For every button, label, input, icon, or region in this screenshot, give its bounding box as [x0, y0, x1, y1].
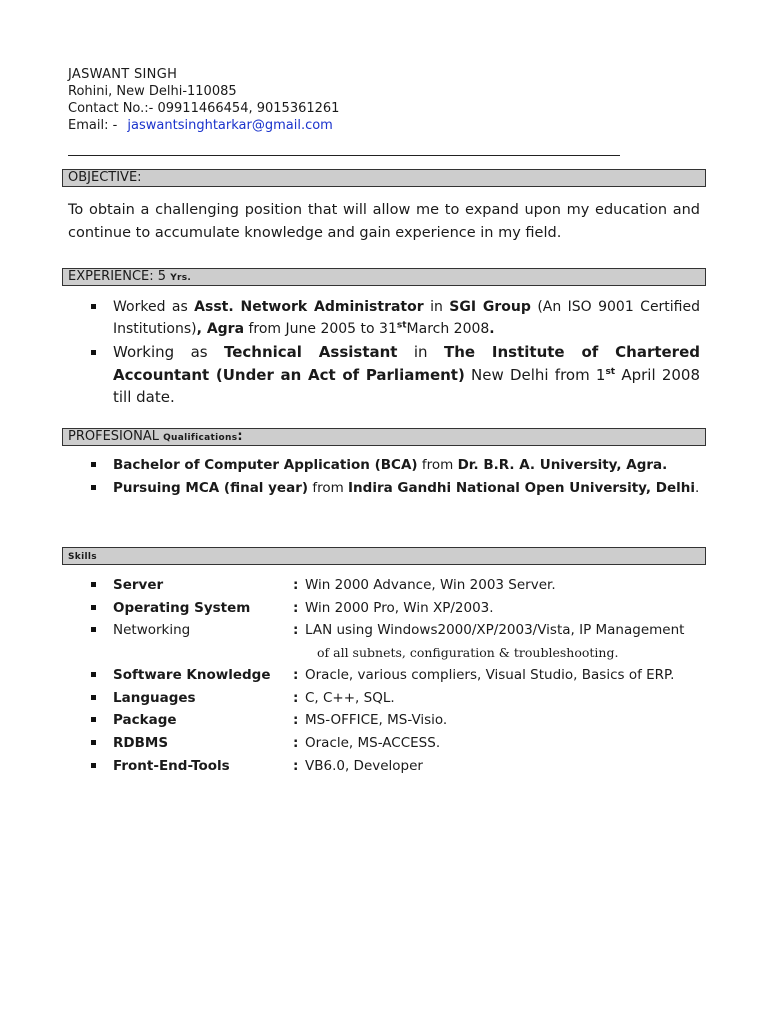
experience-dates: April 2008 till date. — [113, 365, 700, 406]
experience-text: in — [397, 343, 444, 361]
bullet-icon — [91, 605, 96, 610]
experience-text: Worked as — [113, 299, 195, 315]
contact-numbers: Contact No.:- 09911466454, 9015361261 — [68, 101, 340, 116]
skill-label: Networking — [113, 622, 191, 639]
skill-colon: : — [293, 577, 299, 593]
email-link[interactable]: jaswantsinghtarkar@gmail.com — [127, 118, 333, 133]
experience-title: EXPERIENCE: 5 — [68, 269, 167, 284]
email-label: Email: - — [68, 118, 118, 133]
skill-value-line: LAN using Windows2000/XP/2003/Vista, IP Management — [305, 622, 685, 639]
degree-name: Bachelor of Computer Application (BCA) — [113, 457, 418, 473]
bullet-icon — [91, 627, 96, 632]
bullet-icon — [91, 304, 96, 309]
objective-text: To obtain a challenging position that will allow me to expand upon my education and continue to accumulate knowledge and gain experience in my field. — [68, 202, 700, 241]
skill-colon: : — [293, 622, 299, 639]
qualifications-title-end: : — [237, 429, 243, 444]
email-line — [68, 117, 339, 134]
objective-title: OBJECTIVE: — [68, 170, 142, 185]
bullet-icon — [91, 695, 96, 700]
skill-colon: : — [293, 599, 299, 616]
skill-value: Win 2000 Pro, Win XP/2003. — [305, 599, 494, 616]
skill-label: Software Knowledge — [113, 667, 271, 684]
objective-heading — [62, 169, 706, 187]
header-divider — [68, 155, 620, 156]
experience-dates: March 2008 — [406, 321, 490, 337]
skill-row — [88, 574, 708, 597]
bullet-icon — [91, 763, 96, 768]
bullet-icon — [91, 582, 96, 587]
employer-name: SGI Group — [449, 299, 531, 315]
experience-item — [88, 341, 700, 409]
skill-row — [88, 664, 708, 687]
qualification-text: from — [308, 479, 349, 496]
skill-colon: : — [293, 712, 299, 729]
qualifications-list — [88, 454, 700, 499]
skill-row — [88, 732, 708, 755]
skill-label: Package — [113, 712, 177, 729]
skills-title: Skills — [68, 552, 97, 562]
experience-item — [88, 296, 700, 340]
job-title: Asst. Network Administrator — [194, 299, 424, 315]
ordinal-suffix: st — [605, 366, 616, 377]
qualifications-title-sc: Qualifications — [163, 433, 238, 443]
experience-title-unit: Yrs. — [170, 273, 192, 283]
experience-list — [88, 296, 700, 410]
experience-text: (An ISO 9001 Certified Institutions) — [113, 299, 701, 337]
skills-table — [88, 574, 708, 777]
bullet-icon — [91, 672, 96, 677]
skill-label: Operating System — [113, 599, 251, 616]
job-title: Technical Assistant — [223, 343, 398, 361]
employer-name: The Institute of Chartered Accountant (Under an Act of Parliament) — [113, 343, 700, 384]
employer-city: , Agra — [196, 321, 245, 337]
bullet-icon — [91, 740, 96, 745]
skill-row — [88, 619, 708, 664]
skill-label: Front-End-Tools — [113, 757, 230, 774]
experience-dates: from June 2005 to 31 — [244, 321, 397, 337]
qualification-item — [88, 454, 700, 477]
qualification-text: . — [694, 479, 700, 496]
contact-header — [68, 66, 339, 134]
experience-text: Working as — [113, 343, 224, 361]
skill-colon: : — [293, 667, 299, 684]
skills-heading — [62, 547, 706, 565]
institution-name: Indira Gandhi National Open University, Delhi — [348, 479, 695, 496]
address: Rohini, New Delhi-110085 — [68, 84, 237, 99]
bullet-icon — [91, 717, 96, 722]
skill-value-continuation: of all subnets, configuration & troubleshooting. — [317, 644, 619, 660]
skill-row — [88, 709, 708, 732]
skill-value — [305, 619, 705, 664]
qualification-text: from — [417, 457, 458, 473]
experience-text: in — [423, 299, 450, 315]
skill-label: Languages — [113, 689, 196, 706]
experience-heading — [62, 268, 706, 286]
qualifications-title: PROFESIONAL — [68, 429, 164, 444]
skill-value: Win 2000 Advance, Win 2003 Server. — [305, 577, 556, 593]
bullet-icon — [91, 485, 96, 490]
qualification-item — [88, 477, 700, 500]
skill-row — [88, 755, 708, 778]
bullet-icon — [91, 462, 96, 467]
skill-colon: : — [293, 734, 299, 751]
experience-text: . — [489, 321, 495, 337]
skill-value: MS-OFFICE, MS-Visio. — [305, 712, 448, 729]
bullet-icon — [91, 350, 96, 355]
skill-colon: : — [293, 757, 299, 774]
skill-value: C, C++, SQL. — [305, 689, 395, 706]
skill-row — [88, 687, 708, 710]
skill-value: Oracle, various compliers, Visual Studio, Basics of ERP. — [305, 667, 675, 684]
skill-value: Oracle, MS-ACCESS. — [305, 734, 441, 751]
skill-label: RDBMS — [113, 734, 169, 751]
ordinal-suffix: st — [396, 320, 407, 331]
skill-label: Server — [113, 577, 164, 593]
skill-colon: : — [293, 689, 299, 706]
skill-row — [88, 597, 708, 620]
institution-name: Dr. B.R. A. University, Agra. — [457, 457, 668, 473]
qualifications-heading — [62, 428, 706, 446]
degree-name: Pursuing MCA (final year) — [113, 479, 309, 496]
candidate-name: JASWANT SINGH — [68, 67, 178, 82]
experience-dates: New Delhi from 1 — [464, 365, 606, 384]
skill-value: VB6.0, Developer — [305, 757, 423, 774]
